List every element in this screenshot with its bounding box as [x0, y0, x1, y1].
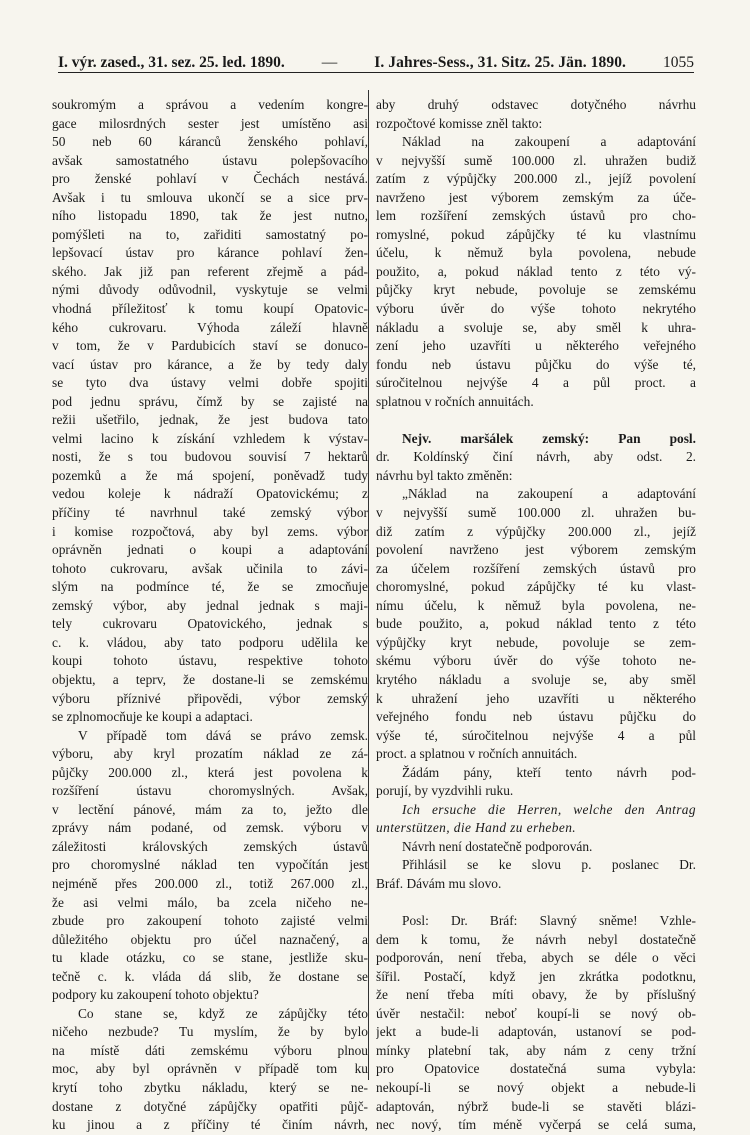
text-line: pod jednu správu, čímž by se zajisté na: [52, 393, 368, 409]
text-line: zemský výbor, aby jednal jednak s maji-: [52, 597, 368, 613]
text-line: navrženo jest výborem zemským za úče-: [376, 189, 696, 205]
text-line: diž zatím z výpůjčky 200.000 zl., jejíž: [376, 523, 696, 539]
text-line: Náklad na zakoupení a adaptování: [402, 134, 696, 150]
text-line: pro ženské pohlaví v Čechách nestává.: [52, 171, 368, 187]
text-line: v tom, že v Pardubicích staví se donuco-: [52, 338, 368, 354]
text-line: tečně c. k. vláda dá slib, že dostane se: [52, 968, 368, 984]
text-line: ničeho nezbude? Tu myslím, že by bylo: [52, 1024, 368, 1040]
text-line: pro Opatovice dostatečná suma vybyla:: [376, 1061, 696, 1077]
text-line: výpůjčky kryt nebude, povoluje se zem-: [376, 634, 696, 650]
text-line: proct. a splatnou v ročních annuitách.: [376, 746, 578, 762]
text-line: krytí toho zbytku nákladu, který se ne-: [52, 1079, 368, 1095]
text-line: režii ušetřilo, jednak, že jest budova tato: [52, 412, 368, 428]
text-line: velmi lacino k získání vzhledem k výstav-: [52, 430, 368, 446]
text-line: nými důvody odůvodnil, vyskytuje se velmi: [52, 282, 368, 298]
text-line: skému výboru úvěr do výše tohoto ne-: [376, 653, 696, 669]
text-line: soukromým a správou a vedením kongre-: [52, 97, 368, 112]
text-line: rozšíření ústavu choromyslných. Avšak,: [52, 783, 368, 799]
text-line: půjčky 200.000 zl., která jest povolena k: [52, 764, 368, 780]
text-line: vací ústav pro kárance, a že by tedy daly: [52, 356, 368, 372]
text-line: krytého nákladu a svoluje se, aby směl: [376, 671, 696, 687]
text-line: dostane z dotyčné zápůjčky opatřiti půjč-: [52, 1098, 368, 1114]
left-column: [52, 96, 368, 1135]
right-column: [376, 96, 696, 1135]
text-line: nímu účelu, k němuž byla povolena, ne-: [376, 597, 696, 613]
text-line: se tyto dva ústavy velmi dobře spojiti: [52, 375, 368, 391]
text-line: pro choromyslné náklad ten vypočítán jest: [52, 857, 368, 873]
text-line: Co stane se, když ze zápůjčky této: [78, 1005, 368, 1021]
text-line: že není třeba míti obavy, že by příslušný: [376, 987, 696, 1003]
text-line: pomýšleti na to, zařiditi samostatný po-: [52, 226, 368, 242]
text-line: pozemků a že má spojení, poněvadž tudy: [52, 467, 368, 483]
text-line: nec nový, tím méně vyčerpá se celá suma,: [376, 1117, 696, 1133]
text-line: nekoupí-li se nový objekt a nebude-li: [376, 1079, 696, 1095]
text-line: aby druhý odstavec dotyčného návrhu: [376, 97, 696, 112]
text-line: účelu, k němuž byla povolena, nebude: [376, 245, 696, 261]
text-line: veřejného fondu neb ústavu půjčku do: [376, 709, 696, 725]
text-line: povolení navrženo jest výborem zemským: [376, 542, 696, 558]
text-line: [376, 894, 696, 913]
text-line: Posl: Dr. Bráf: Slavný sněme! Vzhle-: [402, 913, 696, 929]
text-line: 50 neb 60 káranců ženského pohlaví,: [52, 134, 368, 150]
text-line: ního listopadu 1890, tak že jest nutno,: [52, 208, 368, 224]
header-german: I. Jahres-Sess., 31. Sitz. 25. Jän. 1890.: [374, 54, 627, 71]
text-line: půjčky kryt nebude, povoluje se zemskému: [376, 282, 696, 298]
text-line: porují, by vyzdvihli ruku.: [376, 783, 514, 799]
text-line: unterstützen, die Hand zu erheben.: [376, 820, 577, 836]
header-czech: I. výr. zased., 31. sez. 25. led. 1890.: [58, 54, 285, 71]
text-line: Návrh není dostatečně podporován.: [402, 838, 593, 854]
text-line: kého cukrovaru. Výhoda záleží hlavně: [52, 319, 368, 335]
text-line: výboru, aby kryl prozatím náklad ze zá-: [52, 746, 368, 762]
page-number: 1055: [662, 54, 694, 71]
text-line: koupi tohoto ústavu, respektive tohoto: [52, 653, 368, 669]
text-line: choromyslné, pokud zápůjčky té ku vlast-: [376, 579, 696, 595]
text-line: avšak samostatného ústavu polepšovacího: [52, 152, 368, 168]
text-line: v lectění pánové, mám za to, ježto dle: [52, 801, 368, 817]
text-line: objektu, a teprv, že dostane-li se zemskému: [52, 671, 368, 687]
text-line: za účelem rozšíření zemských ústavů pro: [376, 560, 696, 576]
text-line: v nejvyšší sumě 100.000 zl. uhražen budiž: [376, 152, 696, 168]
header-dash: —: [321, 54, 338, 71]
text-line: mínky platební tak, aby nám z ceny tržní: [376, 1042, 696, 1058]
text-line: zení jeho uzavříti u některého veřejného: [376, 338, 696, 354]
text-line: slým na podmínce té, že se zmocňuje: [52, 579, 368, 595]
text-line: tu klade otázku, co se stane, jestliže sku-: [52, 950, 368, 966]
text-line: podpory ku zakoupení tohoto objektu?: [52, 987, 259, 1003]
text-line: návrhu byl takto změněn:: [376, 467, 513, 483]
text-line: příčiny té navrhnul také zemský výbor: [52, 505, 368, 521]
text-line: že asi velmi málo, ba zcela ničeho ne-: [52, 894, 368, 910]
text-line: vedou koleje k nádraží Opatovickému; z: [52, 486, 368, 502]
text-line: tohoto cukrovaru, avšak učinila to závi-: [52, 560, 368, 576]
text-line: nákladu a svoluje se, aby směl k uhra-: [376, 319, 696, 335]
text-line: nejméně přes 200.000 zl., totiž 267.000 zl.,: [52, 875, 368, 891]
text-line: i komise rozpočtová, aby byl zems. výbor: [52, 523, 368, 539]
text-line: jekt a bude-li adaptován, ustanoví se pod-: [376, 1024, 696, 1040]
text-line: Bráf. Dávám mu slovo.: [376, 875, 502, 891]
text-line: k uhražení jeho uzavříti u některého: [376, 690, 696, 706]
text-line: lem rozšíření zemských ústavů pro cho-: [376, 208, 696, 224]
text-line: Avšak i tu smlouva ukončí se a sice prv-: [52, 189, 368, 205]
text-line: Nejv. maršálek zemský: Pan posl.: [402, 430, 696, 446]
text-line: ku jinou a z příčiny té činím návrh,: [52, 1117, 368, 1133]
column-divider: [368, 90, 369, 1080]
text-line: výboru příznivé připovědi, výbor zemský: [52, 690, 368, 706]
text-line: důležitého objektu pro účel naznačený, a: [52, 931, 368, 947]
text-line: ského. Jak již pan referent zřejmě a pád-: [52, 263, 368, 279]
text-line: úvěr nestačil: neboť koupí-li se nový ob-: [376, 1005, 696, 1021]
text-line: Žádám pány, kteří tento návrh pod-: [402, 764, 696, 780]
text-line: tely cukrovaru Opatovického, jednak s: [52, 616, 368, 632]
text-line: Ich ersuche die Herren, welche den Antrag: [402, 801, 696, 817]
text-line: c. k. vládou, aby tato podporu udělila ke: [52, 634, 368, 650]
text-line: lepšovací ústav pro kárance pohlaví žen-: [52, 245, 368, 261]
text-line: súročitelnou nejvýše 4 a půl proct. a: [376, 375, 696, 391]
page-header: [58, 46, 694, 73]
text-line: zbude pro zakoupení tohoto zajisté velmi: [52, 913, 368, 929]
text-line: dr. Koldínský činí návrh, aby odst. 2.: [376, 449, 696, 465]
text-line: zatím z výpůjčky 200.000 zl., jejíž povolení: [376, 171, 696, 187]
text-line: výše té, súročitelnou nejvýše 4 a půl: [376, 727, 696, 743]
text-line: bude použito, a, pokud náklad tento z této: [376, 616, 696, 632]
text-line: výboru úvěr do výše tohoto nekrytého: [376, 301, 696, 317]
text-line: fondu neb ústavu půjčku do výše té,: [376, 356, 696, 372]
text-line: [376, 411, 696, 430]
text-line: zprávy nám podané, od zemsk. výboru v: [52, 820, 368, 836]
text-line: romyslné, pokud zápůjčky té ku vlastnímu: [376, 226, 696, 242]
text-line: šířil. Postačí, když jen zkrátka podotknu,: [376, 968, 696, 984]
text-line: V případě tom dává se právo zemsk.: [78, 727, 368, 743]
text-line: gace milosrdných sester jest umístěno asi: [52, 115, 368, 131]
text-line: rozpočtové komisse zněl takto:: [376, 115, 543, 131]
text-line: splatnou v ročních annuitách.: [376, 393, 534, 409]
text-line: moc, aby byl oprávněn v případě tom ku: [52, 1061, 368, 1077]
text-line: oprávněn jednati o koupi a adaptování: [52, 542, 368, 558]
text-line: nosti, že s tou budovou souvisí 7 hektarů: [52, 449, 368, 465]
text-line: se zplnomocňuje ke koupi a adaptaci.: [52, 709, 253, 725]
text-line: na místě dáti zemskému výboru plnou: [52, 1042, 368, 1058]
text-line: dem k tomu, že návrh nebyl dostatečně: [376, 931, 696, 947]
text-line: adaptován, nýbrž bude-li se stavěti blázi-: [376, 1098, 696, 1114]
text-line: použito, a, pokud náklad tento z této vý-: [376, 263, 696, 279]
text-line: vhodná příležitosť k tomu koupí Opatovic-: [52, 301, 368, 317]
text-line: záležitosti královských zemských ústavů: [52, 838, 368, 854]
text-line: „Náklad na zakoupení a adaptování: [402, 486, 696, 502]
text-line: Přihlásil se ke slovu p. poslanec Dr.: [402, 857, 696, 873]
text-line: v nejvyšší sumě 100.000 zl. uhražen bu-: [376, 505, 696, 521]
text-line: podporován, není třeba, abych se déle o věci: [376, 950, 696, 966]
